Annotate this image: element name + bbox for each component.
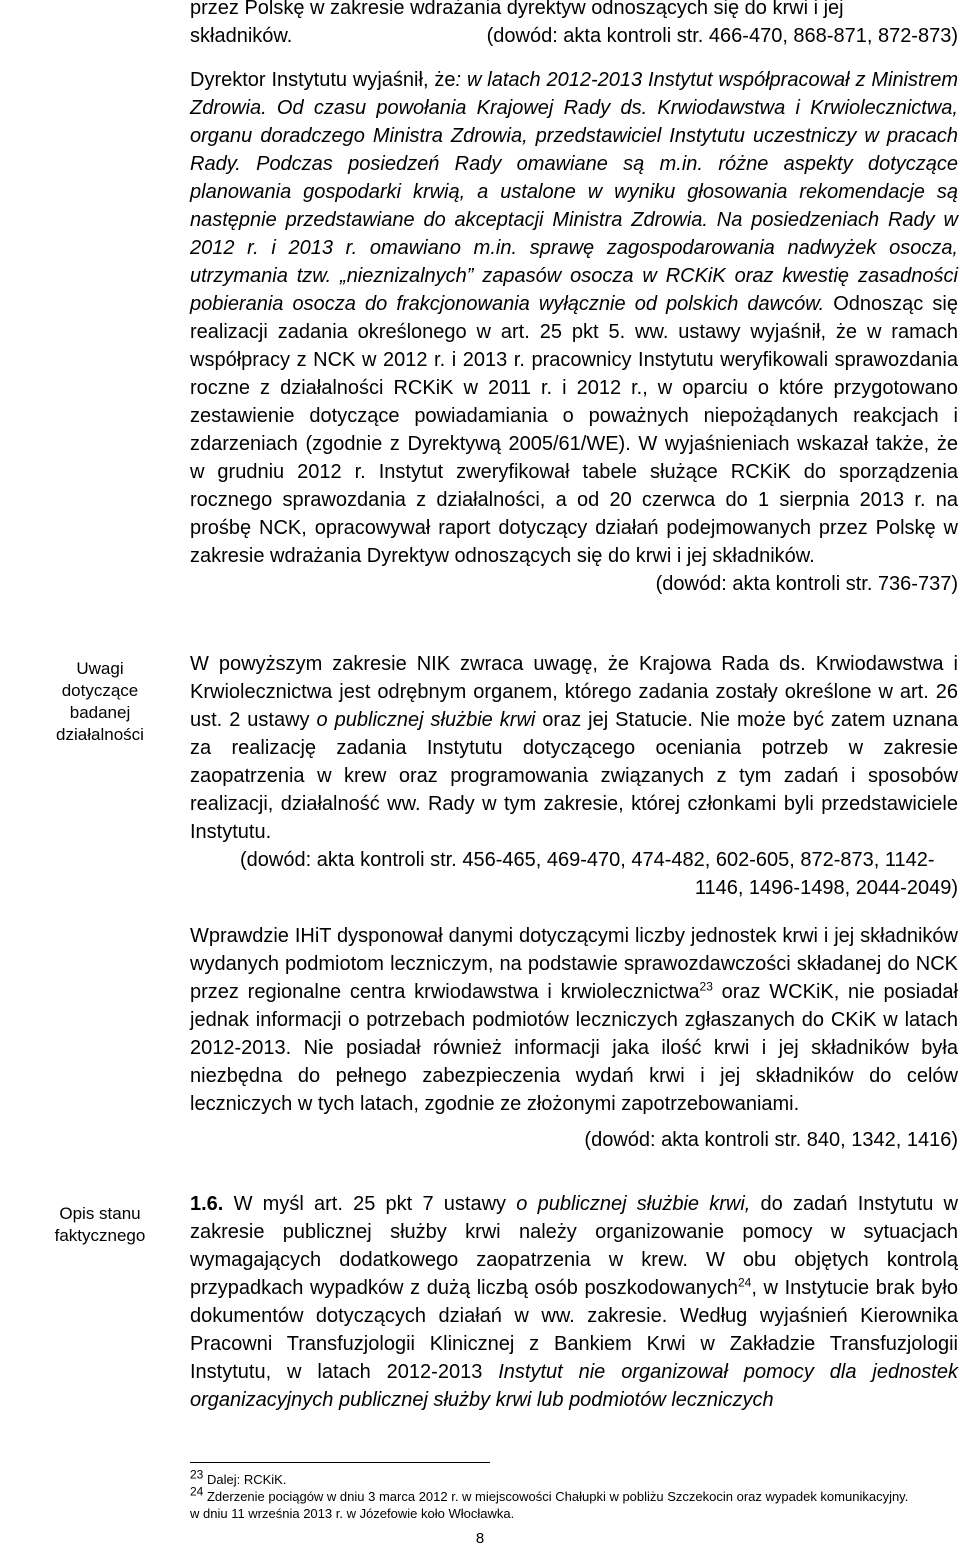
p1-quote: : w latach 2012-2013 Instytut współpracował z Ministrem Zdrowia. Od czasu powołania Krajowej Rady ds. Krwiodawstwa i Krwiolecznictwa, organu doradczego Ministra Zdrowia, przedstawiciel Instytutu uczestniczy w pracach Rady. Podczas posiedzeń Rady omawiane są m.in. różne aspekty dotyczące planowania gospodarki krwią, a ustalone w wyniku głosowania rekomendacje są następnie przedstawiane do akceptacji Ministra Zdrowia. Na posiedzeniach Rady w 2012 r. i 2013 r. omawiano m.in. sprawę zagospodarowania nadwyżek osocza, utrzymania tzw. „nieznizalnych” zapasów osocza w RCKiK oraz kwestię zasadności pobierania osocza do frakcjonowania wyłącznie od polskich dawców. <box>190 69 959 315</box>
paragraph-3-ref: (dowód: akta kontroli str. 840, 1342, 1416) <box>584 1129 958 1151</box>
p3-a: Wprawdzie IHiT dysponował danymi dotyczącymi liczby jednostek krwi i jej składników wydanych podmiotom leczniczym, na podstawie sprawozdawczości składanej do NCK przez regionalne centra krwiodawstwa i krwiolecznictwa <box>190 925 958 1003</box>
p4-quote: Instytut nie organizował pomocy dla jednostek organizacyjnych publicznej służby krwi lub podmiotów leczniczych <box>190 1361 958 1411</box>
paragraph-3-text <box>190 922 958 1118</box>
p3-b: oraz WCKiK, nie posiadał jednak informacji o potrzebach podmiotów leczniczych zgłaszanych do CKiK w latach 2012-2013. Nie posiadał również informacji jaka ilość krwi i jej składników była niezbędna do pełnego zabezpieczenia wydań krwi i jej składników do celów leczniczych w tych latach, zgodnie ze złożonymi zapotrzebowaniami. <box>190 981 958 1115</box>
p1-lead: Dyrektor Instytutu wyjaśnił, że <box>190 69 456 91</box>
margin-note-facts <box>40 1203 160 1247</box>
footnote-24-text-1: Zderzenie pociągów w dniu 3 marca 2012 r. w miejscowości Chałupki w pobliżu Szczekocin oraz wypadek komunikacyjny. <box>203 1489 909 1504</box>
paragraph-2-text <box>190 650 958 846</box>
p1-rest: Odnosząc się realizacji zadania określonego w art. 25 pkt 5. ww. ustawy wyjaśnił, że w ramach współpracy z NCK w 2012 r. i 2013 r. pracownicy Instytutu weryfikowali sprawozdania roczne z działalności RCKiK w 2011 r. i 2012 r., w oparciu o które przygotowano zestawienie dotyczące powiadamiania o poważnych niepożądanych reakcjach i zdarzeniach (zgodnie z Dyrektywą 2005/61/WE). W wyjaśnieniach wskazał także, że w grudniu 2012 r. Instytut zweryfikował tabele służące RCKiK do sporządzenia rocznego sprawozdania z działalności, a od 20 czerwca do 1 sierpnia 2013 r. na prośbę NCK, opracowywał raport dotyczący działań podejmowanych przez Polskę w zakresie wdrażania Dyrektyw odnoszących się do krwi i jej składników. <box>190 293 958 567</box>
margin-note-remarks <box>40 658 160 746</box>
paragraph-2 <box>190 650 958 902</box>
footnote-divider <box>190 1462 490 1463</box>
paragraph-1 <box>190 66 958 598</box>
footnote-23-number: 23 <box>190 1467 204 1482</box>
top-line-2-start: składników. <box>190 25 293 47</box>
p2-c: oraz jej Statucie. Nie może być zatem uznana za realizację zadania Instytutu dotyczącego oceniania potrzeb w zakresie zaopatrzenia w krew oraz programowania związanych z tym zadań i sposobów realizacji, działalność ww. Rady w tym zakresie, której członkami byli przedstawiciele Instytutu. <box>190 709 958 843</box>
margin-note-line: Uwagi dotyczące <box>61 659 139 700</box>
footnote-23-text: Dalej: RCKiK. <box>203 1472 287 1487</box>
page-number: 8 <box>475 1530 485 1547</box>
footnote-24 <box>190 1484 958 1522</box>
margin-note-line: badanej działalności <box>56 703 144 744</box>
p2-a: W powyższym zakresie NIK zwraca uwagę, że Krajowa Rada ds. Krwiodawstwa i Krwiolecznictwa jest odrębnym organem, którego zadania zostały określone w art. 26 ust. 2 ustawy <box>190 653 958 731</box>
p4-a: W myśl art. 25 pkt 7 ustawy <box>223 1193 517 1215</box>
paragraph-4-text <box>190 1190 958 1414</box>
margin-note-line: faktycznego <box>54 1226 146 1245</box>
section-number: 1.6. <box>190 1193 224 1215</box>
paragraph-3 <box>190 922 958 1154</box>
p2-act: o publicznej służbie krwi <box>316 709 536 731</box>
p4-act: o publicznej służbie krwi, <box>516 1193 751 1215</box>
footnote-24-line-1 <box>190 1484 958 1505</box>
paragraph-1-text <box>190 66 958 570</box>
footnote-ref-24[interactable]: 24 <box>737 1275 752 1290</box>
top-line-2-ref: (dowód: akta kontroli str. 466-470, 868-871, 872-873) <box>486 25 958 47</box>
footnote-24-line-2: w dniu 11 września 2013 r. w Józefowie koło Włocławka. <box>190 1506 515 1521</box>
p4-d: , w Instytucie brak było dokumentów dotyczących działań w ww. zakresie. Według wyjaśnień Kierownika Pracowni Transfuzjologii Klinicznej z Bankiem Krwi w Zakładzie Transfuzjologii Instytutu, w latach 2012-2013 <box>190 1277 958 1383</box>
top-line-1: przez Polskę w zakresie wdrażania dyrektyw odnoszących się do krwi i jej <box>190 0 844 19</box>
top-line-2 <box>190 22 958 50</box>
paragraph-2-ref-2: 1146, 1496-1498, 2044-2049) <box>694 877 958 899</box>
paragraph-4 <box>190 1190 958 1414</box>
margin-note-line: Opis stanu <box>59 1204 141 1223</box>
top-continuation <box>190 0 958 50</box>
paragraph-1-ref: (dowód: akta kontroli str. 736-737) <box>655 573 958 595</box>
footnote-ref-23[interactable]: 23 <box>699 979 713 994</box>
footnote-23 <box>190 1467 958 1488</box>
footnote-24-number: 24 <box>190 1484 204 1499</box>
paragraph-2-ref-1: (dowód: akta kontroli str. 456-465, 469-470, 474-482, 602-605, 872-873, 1142- <box>240 849 935 871</box>
p4-c: do zadań Instytutu w zakresie publicznej służby krwi należy organizowanie pomocy w sytuacjach wymagających dodatkowego zaopatrzenia w krew. W obu objętych kontrolą przypadkach wypadków z dużą liczbą osób poszkodowanych <box>190 1193 958 1299</box>
